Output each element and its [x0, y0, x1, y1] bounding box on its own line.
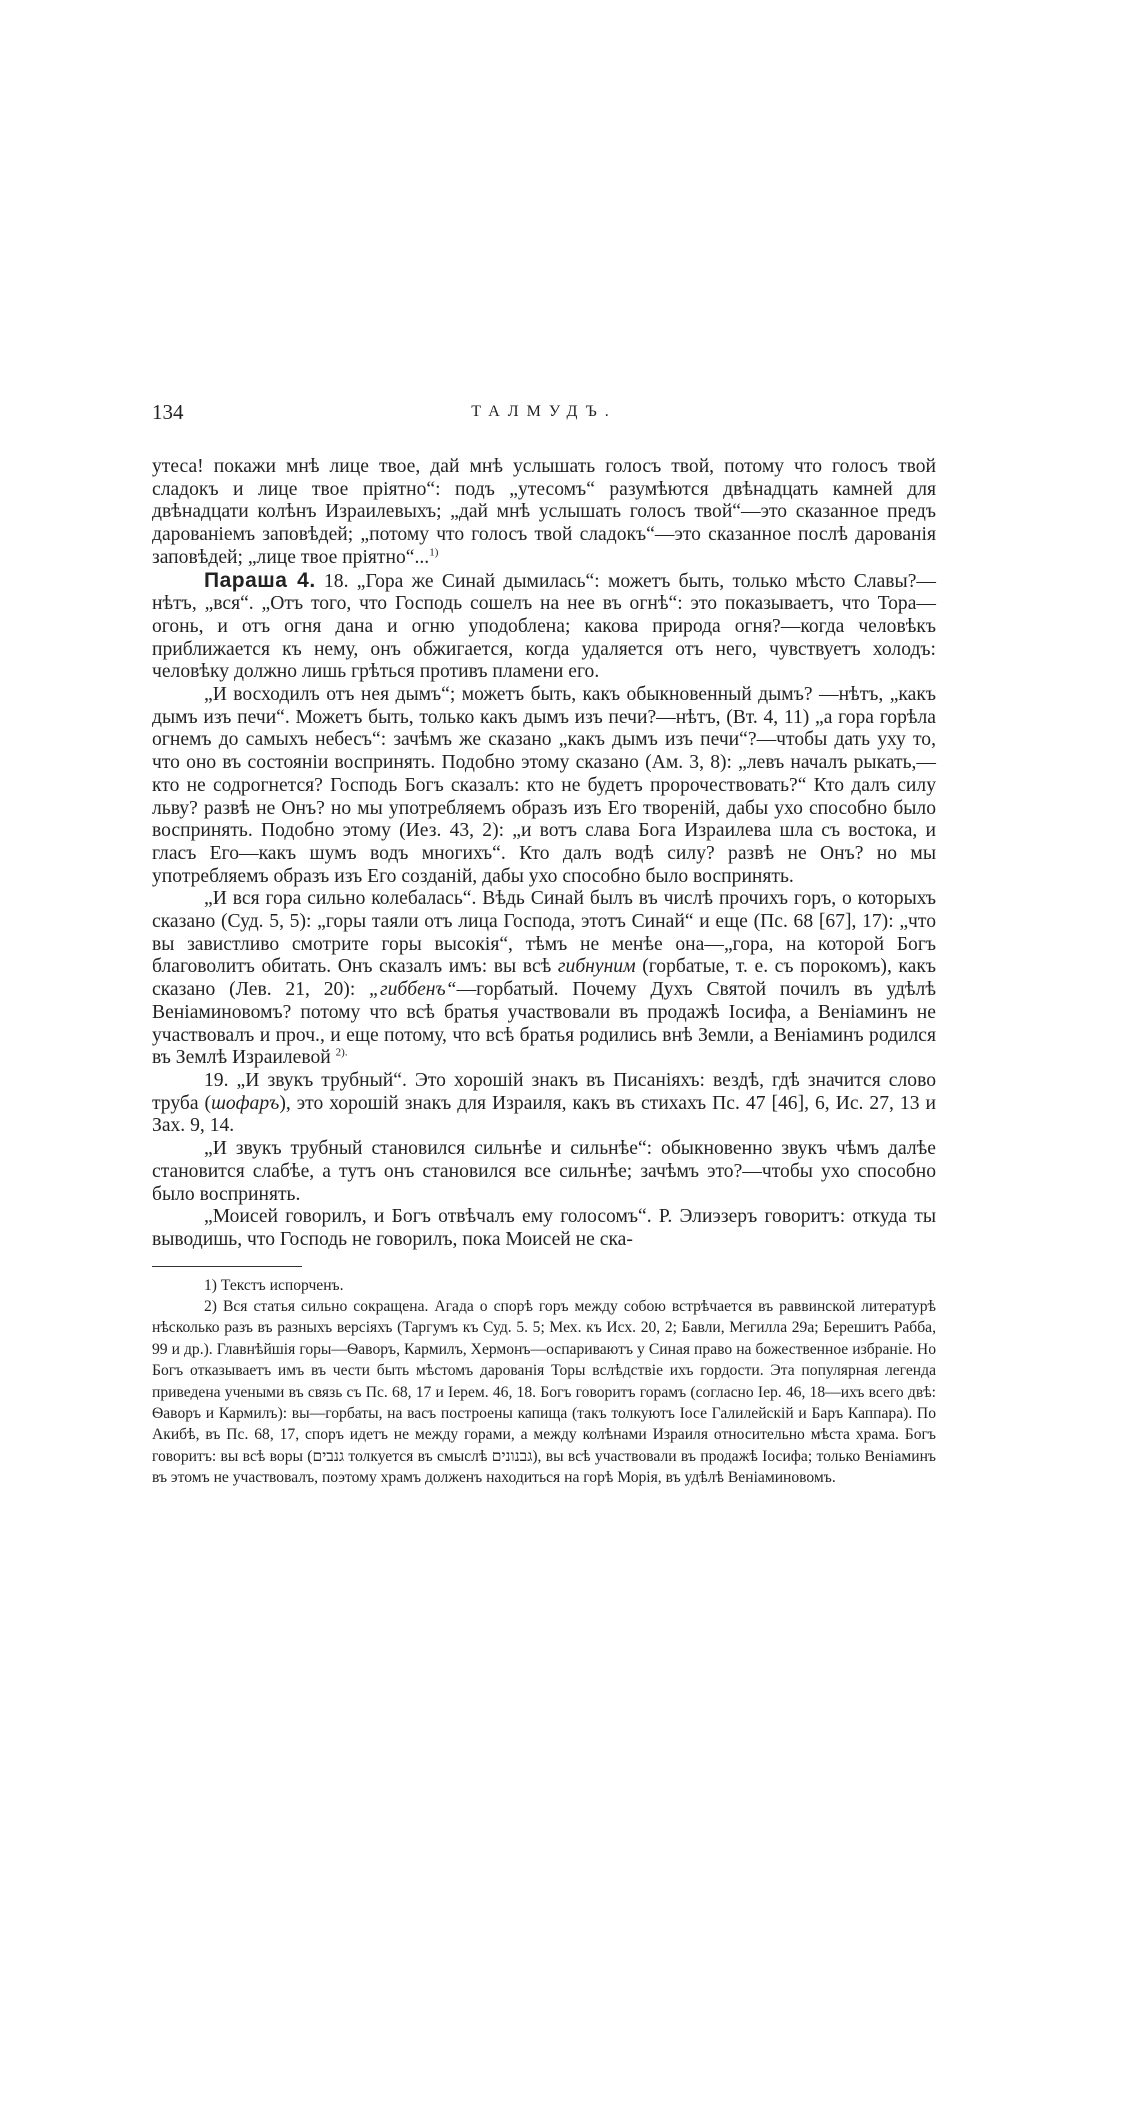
footnote-ref: 2).	[335, 1046, 348, 1059]
main-text	[152, 456, 936, 1252]
footnote-ref: 1)	[429, 546, 439, 559]
paragraph-text: —горбатый. Почему Духъ Святой почилъ въ удѣлѣ Веніаминовомъ? потому что всѣ братья участвовали въ продажѣ Іосифа, а Веніаминъ не участвовалъ и проч., и еще потому, что всѣ братья родились внѣ Земли, а Веніаминъ родился въ Землѣ Израилевой	[152, 979, 936, 1069]
paragraph-text: „И вся гора сильно колебалась“. Вѣдь Синай былъ въ числѣ прочихъ горъ, о которыхъ сказано (Суд. 5, 5): „горы таяли отъ лица Господа, этотъ Синай“ и еще (Пс. 68 [67], 17): „что вы завистливо смотрите горы высокія“, тѣмъ не менѣе она—„гора, на которой Богъ благоволитъ обитать. Онъ сказалъ имъ: вы всѣ	[152, 888, 936, 978]
page-number: 134	[152, 400, 184, 424]
paragraph	[152, 570, 936, 685]
paragraph: „И восходилъ отъ нея дымъ“; можетъ быть, какъ обыкновенный дымъ? —нѣтъ, „какъ дымъ изъ печи“. Можетъ быть, только какъ дымъ изъ печи?—нѣтъ, (Вт. 4, 11) „а гора горѣла огнемъ до самыхъ небесъ“: зачѣмъ же сказано „какъ дымъ изъ печи“?—чтобы дать уху то, что оно въ состояніи воспринять. Подобно этому сказано (Ам. 3, 8): „левъ началъ рыкать,—кто не содрогнется? Господь Богъ сказалъ: кто не будетъ пророчествовать?“ Кто далъ силу льву? развѣ не Онъ? но мы употребляемъ образъ изъ Его твореній, дабы ухо способно было воспринять. Подобно этому (Иез. 43, 2): „и вотъ слава Бога Израилева шла съ востока, и гласъ Его—какъ шумъ водъ многихъ“. Кто далъ водѣ силу? развѣ не Онъ? но мы употребляемъ образъ изъ Его созданій, дабы ухо способно было воспринять.	[152, 684, 936, 887]
running-title: ТАЛМУДЪ.	[471, 403, 617, 420]
parasha-heading: Параша 4.	[204, 568, 316, 592]
paragraph: „И звукъ трубный становился сильнѣе и сильнѣе“: обыкновенно звукъ чѣмъ далѣе становится слабѣе, а тутъ онъ становился все сильнѣе; зачѣмъ это?—чтобы ухо способно было воспринять.	[152, 1138, 936, 1205]
footnotes	[152, 1275, 936, 1489]
paragraph-text: 18. „Гора же Синай дымилась“: можетъ быть, только мѣсто Славы?—нѣтъ, „вся“. „Отъ того, что Господь сошелъ на нее въ огнѣ“: это показываетъ, что Тора—огонь, и отъ огня дана и огню уподоблена; какова природа огня?—когда человѣкъ приближается къ нему, онъ обжигается, когда удаляется отъ него, чувствуетъ холодъ: человѣку должно лишь грѣться противъ пламени его.	[152, 570, 936, 683]
footnote: 2) Вся статья сильно сокращена. Агада о спорѣ горъ между собою встрѣчается въ раввинской литературѣ нѣсколько разъ въ разныхъ версіяхъ (Таргумъ къ Суд. 5. 5; Мех. къ Исх. 20, 2; Бавли, Мегилла 29а; Берешитъ Рабба, 99 и др.). Главнѣйшія горы—Ѳаворъ, Кармилъ, Хермонъ—оспариваютъ у Синая право на божественное избраніе. Но Богъ отказываетъ имъ въ чести быть мѣстомъ дарованія Торы вслѣдствіе ихъ гордости. Эта популярная легенда приведена учеными въ связь съ Пс. 68, 17 и Іерем. 46, 18. Богъ говоритъ горамъ (согласно Іер. 46, 18—ихъ всего двѣ: Ѳаворъ и Кармилъ): вы—горбаты, на васъ построены капища (такъ толкуютъ Іосе Галилейскій и Баръ Каппара). По Акибѣ, въ Пс. 68, 17, споръ идетъ не между горами, а между колѣнами Израиля относительно мѣста храма. Богъ говоритъ: вы всѣ воры (גנבים толкуется въ смыслѣ גבנונים), вы всѣ участвовали въ продажѣ Іосифа; только Веніаминъ въ этомъ не участвовалъ, поэтому храмъ долженъ находиться на горѣ Морія, въ удѣлѣ Веніаминовомъ.	[152, 1298, 936, 1487]
paragraph	[152, 888, 936, 1070]
paragraph	[152, 1070, 936, 1138]
paragraph-text: (горбатые, т. е. съ порокомъ), какъ сказано (Лев. 21, 20):	[152, 956, 937, 1001]
footnote: 1) Текстъ испорченъ.	[204, 1276, 344, 1294]
running-head	[152, 400, 936, 428]
footnote-divider	[152, 1266, 302, 1267]
italic-term: шофаръ	[211, 1092, 280, 1114]
paragraph-text: ), это хорошій знакъ для Израиля, какъ въ стихахъ Пс. 47 [46], 6, Ис. 27, 13 и Зах. 9, 14.	[152, 1092, 936, 1137]
page	[152, 400, 936, 1489]
italic-term: гибнуним	[557, 956, 636, 978]
paragraph-text: утеса! покажи мнѣ лице твое, дай мнѣ услышать голосъ твой, потому что голосъ твой сладокъ и лице твое пріятно“: подъ „утесомъ“ разумѣются двѣнадцать камней для двѣнадцати колѣнъ Израилевыхъ; „дай мнѣ услышать голосъ твой“—это сказанное предъ дарованіемъ заповѣдей; „потому что голосъ твой сладокъ“—это сказанное послѣ дарованія заповѣдей; „лице твое пріятно“...	[152, 456, 936, 568]
paragraph	[152, 456, 936, 570]
paragraph: „Моисей говорилъ, и Богъ отвѣчалъ ему голосомъ“. Р. Элиэзеръ говоритъ: откуда ты выводишь, что Господь не говорилъ, пока Моисей не ска-	[152, 1206, 936, 1250]
italic-term: „гиббенъ“	[369, 979, 457, 1001]
paragraph-text: 19. „И звукъ трубный“. Это хорошій знакъ въ Писаніяхъ: вездѣ, гдѣ значится слово труба (	[152, 1069, 936, 1114]
